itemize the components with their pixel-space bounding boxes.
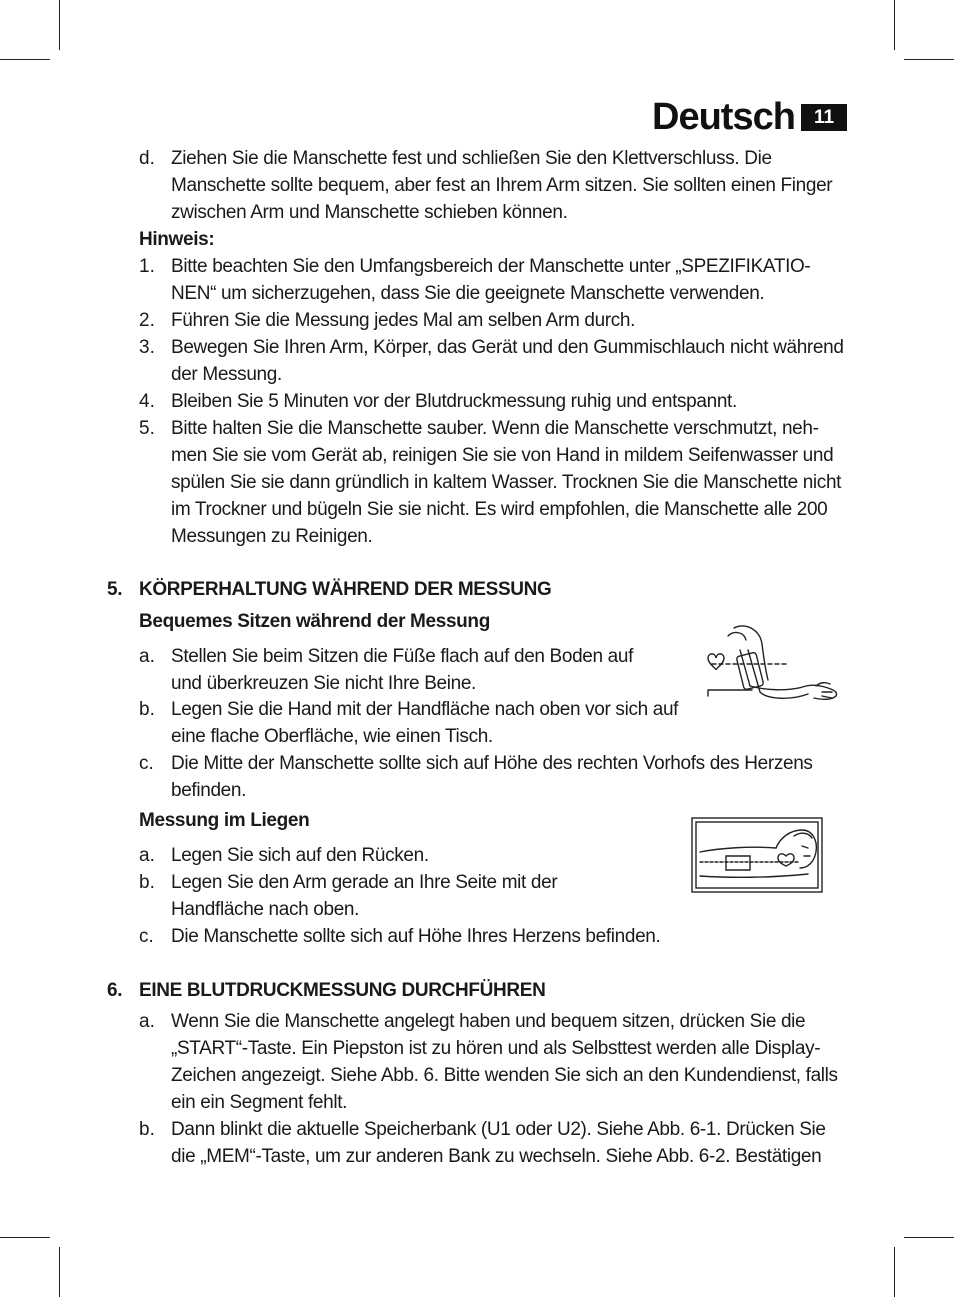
page-number: 11 [801, 104, 847, 131]
section-number: 5. [107, 579, 123, 600]
crop-mark [904, 59, 954, 60]
list-label: b. [139, 699, 155, 720]
list-label: 4. [139, 391, 155, 412]
crop-mark [894, 0, 895, 50]
crop-mark [59, 1247, 60, 1297]
section-title: EINE BLUTDRUCKMESSUNG DURCHFÜHREN [139, 980, 546, 1001]
subsection-heading: Bequemes Sitzen während der Messung [139, 611, 490, 632]
section-title: KÖRPERHALTUNG WÄHREND DER MESSUNG [139, 579, 552, 600]
text-line: Führen Sie die Messung jedes Mal am selben Arm durch. [171, 310, 636, 331]
text-line: befinden. [171, 780, 247, 801]
text-line: Legen Sie sich auf den Rücken. [171, 845, 429, 866]
text-line: Manschette sollte bequem, aber fest an Ihrem Arm sitzen. Sie sollten einen Finger [171, 175, 833, 196]
list-label: c. [139, 753, 154, 774]
text-line: men Sie sie vom Gerät ab, reinigen Sie sie von Hand in mildem Seifenwasser und [171, 445, 834, 466]
text-line: Bleiben Sie 5 Minuten vor der Blutdruckmessung ruhig und entspannt. [171, 391, 737, 412]
list-label: d. [139, 148, 155, 169]
list-label: b. [139, 1119, 155, 1140]
crop-mark [904, 1237, 954, 1238]
text-line: Messungen zu Reinigen. [171, 526, 373, 547]
text-line: Bewegen Sie Ihren Arm, Körper, das Gerät und den Gummischlauch nicht während [171, 337, 844, 358]
text-line: Die Mitte der Manschette sollte sich auf Höhe des rechten Vorhofs des Herzens [171, 753, 813, 774]
text-line: Handfläche nach oben. [171, 899, 360, 920]
text-line: Bitte halten Sie die Manschette sauber. Wenn die Manschette verschmutzt, neh- [171, 418, 819, 439]
text-line: Legen Sie die Hand mit der Handfläche nach oben vor sich auf [171, 699, 679, 720]
text-line: im Trockner und bügeln Sie sie nicht. Es wird empfohlen, die Manschette alle 200 [171, 499, 828, 520]
text-line: eine flache Oberfläche, wie einen Tisch. [171, 726, 493, 747]
list-label: 1. [139, 256, 155, 277]
text-line: „START“-Taste. Ein Piepston ist zu hören und als Selbsttest werden alle Display- [171, 1038, 821, 1059]
page-header-title: Deutsch [652, 96, 795, 138]
lying-position-illustration [690, 816, 824, 894]
crop-mark [0, 1237, 50, 1238]
list-label: a. [139, 845, 155, 866]
text-line: spülen Sie sie dann gründlich in kaltem Wasser. Trocknen Sie die Manschette nicht [171, 472, 842, 493]
text-line: und überkreuzen Sie nicht Ihre Beine. [171, 673, 476, 694]
text-line: Stellen Sie beim Sitzen die Füße flach auf den Boden auf [171, 646, 634, 667]
list-label: a. [139, 646, 155, 667]
text-line: ein ein Segment fehlt. [171, 1092, 348, 1113]
text-line: der Messung. [171, 364, 282, 385]
subsection-heading: Messung im Liegen [139, 810, 310, 831]
crop-mark [59, 0, 60, 50]
text-line: Zeichen angezeigt. Siehe Abb. 6. Bitte wenden Sie sich an den Kundendienst, falls [171, 1065, 838, 1086]
text-line: Bitte beachten Sie den Umfangsbereich der Manschette unter „SPEZIFIKATIO- [171, 256, 811, 277]
crop-mark [894, 1247, 895, 1297]
text-line: zwischen Arm und Manschette schieben können. [171, 202, 568, 223]
list-label: 3. [139, 337, 155, 358]
list-label: 5. [139, 418, 155, 439]
text-line: Ziehen Sie die Manschette fest und schließen Sie den Klettverschluss. Die [171, 148, 772, 169]
text-line: NEN“ um sicherzugehen, dass Sie die geeignete Manschette verwenden. [171, 283, 765, 304]
list-label: c. [139, 926, 154, 947]
text-line: die „MEM“-Taste, um zur anderen Bank zu wechseln. Siehe Abb. 6-2. Bestätigen [171, 1146, 822, 1167]
list-label: a. [139, 1011, 155, 1032]
text-line: Legen Sie den Arm gerade an Ihre Seite mit der [171, 872, 558, 893]
section-number: 6. [107, 980, 123, 1001]
seated-arm-illustration [704, 620, 844, 712]
note-heading: Hinweis: [139, 229, 215, 250]
crop-mark [0, 59, 50, 60]
list-label: b. [139, 872, 155, 893]
list-label: 2. [139, 310, 155, 331]
text-line: Wenn Sie die Manschette angelegt haben und bequem sitzen, drücken Sie die [171, 1011, 806, 1032]
text-line: Dann blinkt die aktuelle Speicherbank (U1 oder U2). Siehe Abb. 6-1. Drücken Sie [171, 1119, 826, 1140]
text-line: Die Manschette sollte sich auf Höhe Ihres Herzens befinden. [171, 926, 661, 947]
